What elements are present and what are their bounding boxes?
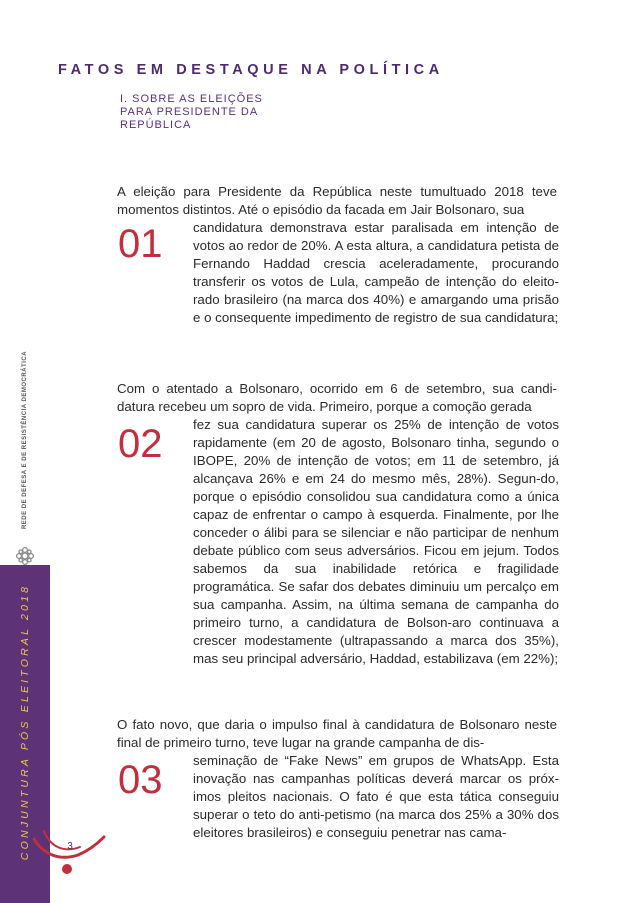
item-01-number: 01 — [118, 222, 163, 266]
item-01-body: candidatura demonstrava estar paralisada em intenção de votos ao redor de 20%. A esta altura, a candidatura petista de Fernando Haddad crescia aceleradamente, procurando transferir os votos de Lula, campeão de intenção do eleito-rado brasileiro (na marca dos 40%) e amargando uma prisão e o consequente impedimento de registro de sua candidatura; — [193, 220, 559, 325]
red-dot-decoration — [62, 864, 72, 874]
item-02-body: fez sua candidatura superar os 25% de intenção de votos rapidamente (em 20 de agosto, Bolsonaro tinha, segundo o IBOPE, 20% de intenção de votos; em 11 de setembro, já alcançava 26% e em 24 do mesmo mês, 28%). Segun-do, porque o episódio consolidou sua candidatura como a única capaz de enfrentar o campo à esquerda. Finalmente, por lhe conceder o álibi para se silenciar e não participar de nenhum debate público com seus adversários. Ficou em jejum. Todos sabemos da sua inabilidade retórica e fragilidade programática. Se safar dos debates diminuiu um percalço em sua campanha. Assim, na última semana de campanha do primeiro turno, a candidatura de Bolson-aro continuava a crescer modestamente (ultrapassando a marca dos 35%), mas seu principal adversário, Haddad, estabilizava (em 22%); — [193, 417, 559, 666]
section-label — [120, 93, 280, 132]
item-03-number: 03 — [118, 758, 163, 802]
section-label-line: PARA PRESIDENTE DA — [120, 106, 259, 118]
item-02-intro: Com o atentado a Bolsonaro, ocorrido em 6 de setembro, sua candi-datura recebeu um sopro de vida. Primeiro, porque a comoção gerada — [117, 381, 557, 414]
swirl-decoration — [30, 825, 110, 885]
page-number: 3 — [67, 841, 73, 852]
item-03-body: seminação de “Fake News” em grupos de WhatsApp. Esta inovação nas campanhas políticas deverá marcar os próx-imos pleitos nacionais. O fato é que esta tática conseguiu superar o teto do anti-petismo (na marca dos 25% a 30% dos eleitores brasileiros) e conseguiu penetrar nas cama- — [193, 753, 559, 840]
section-label-line: REPÚBLICA — [120, 119, 192, 131]
section-label-line: I. SOBRE AS ELEIÇÕES — [120, 93, 263, 105]
item-01-intro: A eleição para Presidente da República neste tumultuado 2018 teve momentos distintos. Até o episódio da facada em Jair Bolsonaro, sua — [117, 184, 557, 217]
item-03-intro: O fato novo, que daria o impulso final à candidatura de Bolsonaro neste final de primeiro turno, teve lugar na grande campanha de dis- — [117, 717, 557, 750]
item-02-number: 02 — [118, 422, 163, 466]
publication-title: CONJUNTURA PÓS ELEITORAL 2018 — [19, 583, 31, 861]
emblem-icon — [15, 546, 35, 566]
org-name: REDE DE DEFESA E DE RESISTÊNCIA DEMOCRÁTICA — [22, 350, 28, 530]
sidebar — [0, 0, 73, 903]
page-title: FATOS EM DESTAQUE NA POLÍTICA — [58, 62, 444, 78]
